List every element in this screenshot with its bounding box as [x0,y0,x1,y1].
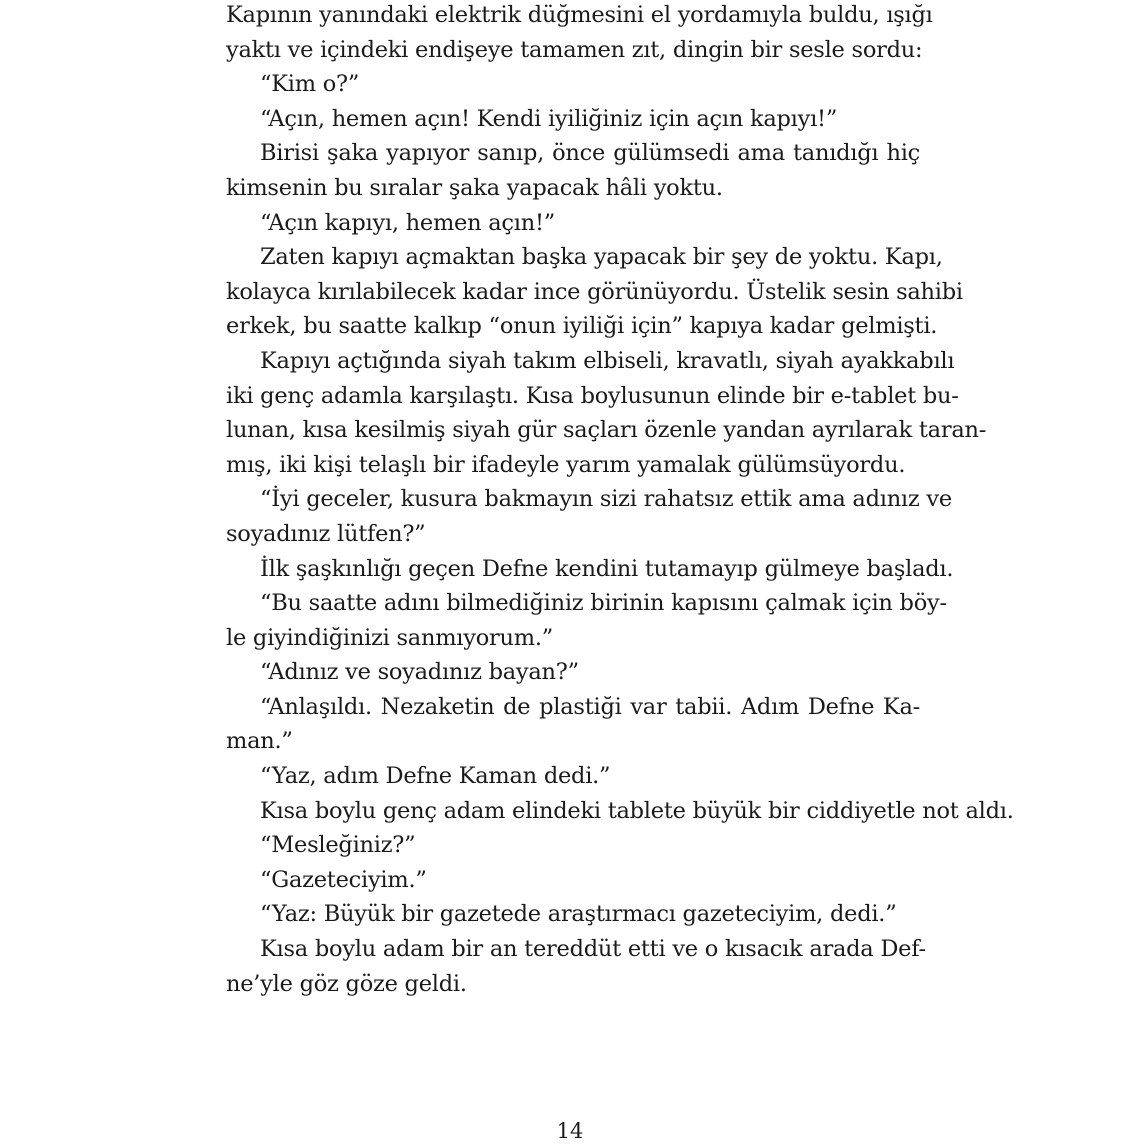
page-number: 14 [556,1119,584,1143]
text-line: “Yaz: Büyük bir gazetede araştırmacı gazeteciyim, dedi.” [260,901,897,928]
text-line: “Açın kapıyı, hemen açın!” [260,209,555,236]
text-line: erkek, bu saatte kalkıp “onun iyiliği için” kapıya kadar gelmişti. [226,313,938,340]
text-line: lunan, kısa kesilmiş siyah gür saçları özenle yandan ayrılarak taran- [226,417,987,444]
text-line: Zaten kapıyı açmaktan başka yapacak bir şey de yoktu. Kapı, [260,244,943,271]
text-line: mış, iki kişi telaşlı bir ifadeyle yarım yamalak gülümsüyordu. [226,451,906,478]
text-line: iki genç adamla karşılaştı. Kısa boylusunun elinde bir e-tablet bu- [226,382,959,409]
text-line: Kısa boylu adam bir an tereddüt etti ve o kısacık arada Def- [260,936,926,963]
body-text [226,0,1014,1001]
text-line: yaktı ve içindeki endişeye tamamen zıt, dingin bir sesle sordu: [226,36,923,63]
text-line: “Yaz, adım Defne Kaman dedi.” [260,763,611,790]
text-line: kimsenin bu sıralar şaka yapacak hâli yoktu. [226,174,723,201]
text-line: soyadınız lütfen?” [226,520,426,547]
text-line: Birisi şaka yapıyor sanıp, önce gülümsedi ama tanıdığı hiç [260,140,920,167]
text-line: “Kim o?” [260,71,360,98]
text-line: “Açın, hemen açın! Kendi iyiliğiniz için açın kapıyı!” [260,105,838,132]
text-line: le giyindiğinizi sanmıyorum.” [226,624,553,651]
text-line: “Mesleğiniz?” [260,832,416,859]
text-line: ne’yle göz göze geldi. [226,970,467,997]
text-line: Kısa boylu genç adam elindeki tablete büyük bir ciddiyetle not aldı. [260,797,1014,824]
text-line: “Anlaşıldı. Nezaketin de plastiği var tabii. Adım Defne Ka- [260,693,920,720]
text-line: “İyi geceler, kusura bakmayın sizi rahatsız ettik ama adınız ve [260,486,952,513]
text-line: “Bu saatte adını bilmediğiniz birinin kapısını çalmak için böy- [260,590,947,617]
text-line: İlk şaşkınlığı geçen Defne kendini tutamayıp gülmeye başladı. [260,555,954,582]
text-line: Kapının yanındaki elektrik düğmesini el yordamıyla buldu, ışığı [226,2,933,28]
text-line: man.” [226,728,293,755]
text-line: “Adınız ve soyadınız bayan?” [260,659,579,686]
text-line: “Gazeteciyim.” [260,866,427,893]
text-line: kolayca kırılabilecek kadar ince görünüyordu. Üstelik sesin sahibi [226,278,963,305]
text-line: Kapıyı açtığında siyah takım elbiseli, kravatlı, siyah ayakkabılı [260,347,955,374]
